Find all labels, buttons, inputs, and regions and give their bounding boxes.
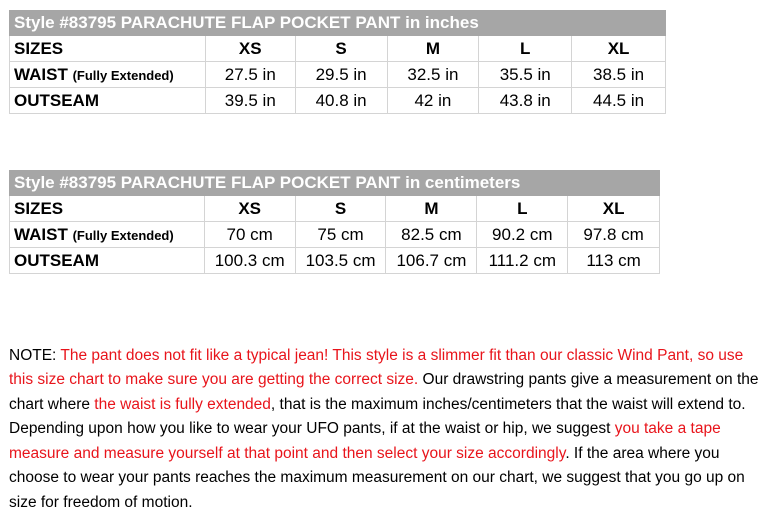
table-cell: 113 cm xyxy=(568,248,660,274)
table-title-row xyxy=(10,171,660,196)
table-cell: 35.5 in xyxy=(479,62,572,88)
size-header: L xyxy=(479,36,572,62)
waist-note: (Fully Extended) xyxy=(72,227,174,243)
row-header-outseam: OUTSEAM xyxy=(10,248,205,274)
size-header: L xyxy=(477,196,568,222)
table-cell: 38.5 in xyxy=(572,62,666,88)
note-measure-advice: you take a tape measure and measure yourself at that point and then select your size accordingly xyxy=(9,420,721,462)
table-cell: 39.5 in xyxy=(205,88,295,114)
note-text: , that is the maximum inches/centimeters that the waist will extend to. Depending upon how you like to wear your UFO pants, if at the waist or hip, we suggest xyxy=(9,395,746,438)
size-header: XS xyxy=(205,36,295,62)
table-cell: 103.5 cm xyxy=(295,248,386,274)
table-row xyxy=(10,88,666,114)
table-cell: 40.8 in xyxy=(295,88,387,114)
size-header: M xyxy=(387,36,479,62)
table-cell: 27.5 in xyxy=(205,62,295,88)
note-prefix: NOTE: xyxy=(9,346,61,364)
size-header: XL xyxy=(568,196,660,222)
table-cell: 44.5 in xyxy=(572,88,666,114)
note-text: Our drawstring pants give a measurement on the chart where xyxy=(9,371,759,413)
table-cell: 100.3 cm xyxy=(204,248,295,274)
note-text: . If the area where you choose to wear your pants reaches the maximum measurement on our chart, we suggest that you go up on size for freedom of motion. xyxy=(9,444,745,512)
row-header-waist xyxy=(10,222,205,248)
waist-note: (Fully Extended) xyxy=(72,67,174,83)
row-header-sizes: SIZES xyxy=(10,36,206,62)
table-cell: 70 cm xyxy=(204,222,295,248)
table-cell: 90.2 cm xyxy=(477,222,568,248)
size-header: XS xyxy=(204,196,295,222)
size-header: XL xyxy=(572,36,666,62)
note-waist-extended: the waist is fully extended xyxy=(94,395,271,413)
table-cell: 106.7 cm xyxy=(386,248,477,274)
table-cell: 32.5 in xyxy=(387,62,479,88)
table-cell: 111.2 cm xyxy=(477,248,568,274)
table-cell: 29.5 in xyxy=(295,62,387,88)
table-cell: 42 in xyxy=(387,88,479,114)
row-header-waist xyxy=(10,62,206,88)
table-row xyxy=(10,196,660,222)
row-header-outseam: OUTSEAM xyxy=(10,88,206,114)
table-cell: 82.5 cm xyxy=(386,222,477,248)
table-cell: 75 cm xyxy=(295,222,386,248)
table-title: Style #83795 PARACHUTE FLAP POCKET PANT in centimeters xyxy=(10,171,660,196)
waist-label: WAIST xyxy=(14,64,68,84)
fit-note xyxy=(9,344,771,516)
waist-label: WAIST xyxy=(14,224,68,244)
table-cell: 43.8 in xyxy=(479,88,572,114)
size-chart-centimeters xyxy=(9,170,660,274)
table-row xyxy=(10,248,660,274)
table-row xyxy=(10,62,666,88)
size-header: M xyxy=(386,196,477,222)
size-header: S xyxy=(295,196,386,222)
table-title: Style #83795 PARACHUTE FLAP POCKET PANT in inches xyxy=(10,11,666,36)
table-row xyxy=(10,36,666,62)
table-title-row xyxy=(10,11,666,36)
table-row xyxy=(10,222,660,248)
size-header: S xyxy=(295,36,387,62)
size-chart-inches xyxy=(9,10,666,114)
note-fit-warning: The pant does not fit like a typical jean! This style is a slimmer fit than our classic Wind Pant, so use this size chart to make sure you are getting the correct size. xyxy=(9,346,744,389)
row-header-sizes: SIZES xyxy=(10,196,205,222)
table-cell: 97.8 cm xyxy=(568,222,660,248)
